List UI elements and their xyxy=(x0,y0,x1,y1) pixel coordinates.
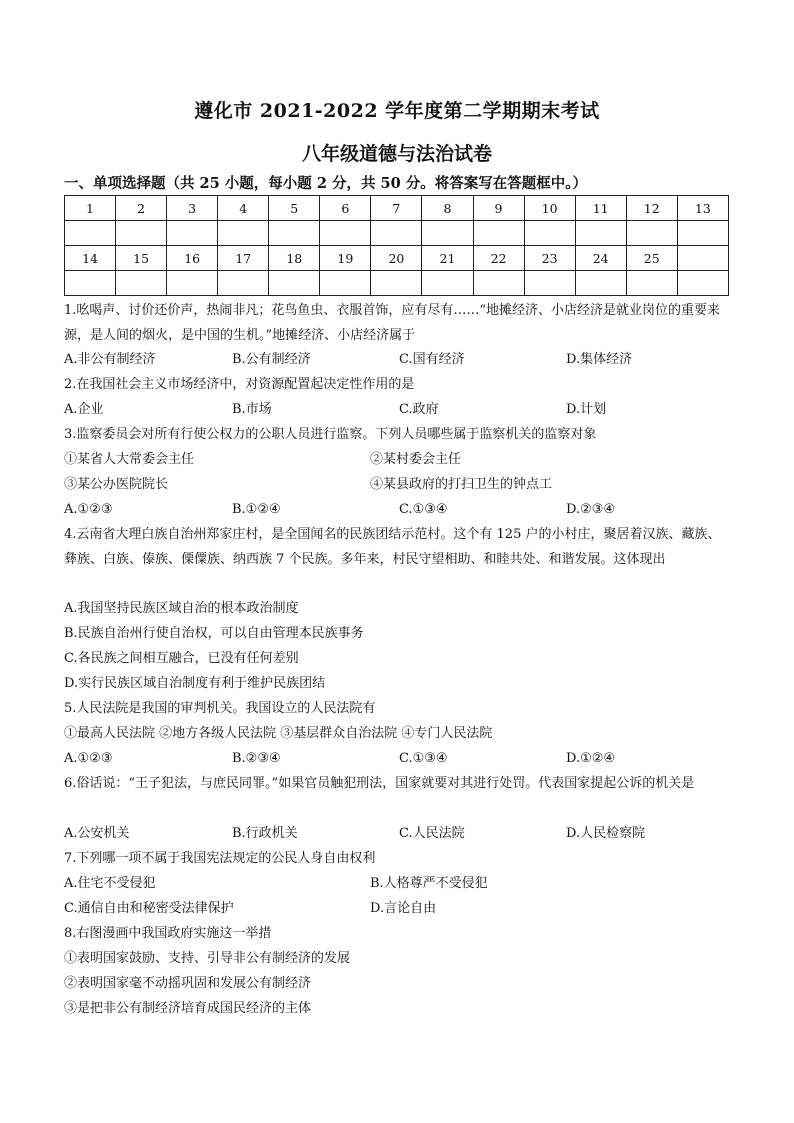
question-2-option-b[interactable]: B.市场 xyxy=(232,402,272,417)
answer-cell[interactable] xyxy=(116,271,167,296)
question-6-option-a[interactable]: A.公安机关 xyxy=(64,826,130,841)
question-7-option-b[interactable]: B.人格尊严不受侵犯 xyxy=(370,876,488,891)
question-1-stem: 1.吆喝声、讨价还价声，热闹非凡；花鸟鱼虫、衣服首饰，应有尽有……“地摊经济、小店经济是就业岗位的重要来源，是人间的烟火，是中国的生机。”地摊经济、小店经济属于 xyxy=(64,303,721,343)
question-5-stem: 5.人民法院是我国的审判机关。我国设立的人民法院有 xyxy=(64,701,376,716)
question-2-option-a[interactable]: A.企业 xyxy=(64,402,104,417)
question-8-item: ③是把非公有制经济培育成国民经济的主体 xyxy=(64,1001,312,1016)
answer-cell[interactable] xyxy=(167,271,218,296)
table-cell: 11 xyxy=(575,196,626,221)
question-5-option-d[interactable]: D.①②④ xyxy=(566,751,616,766)
answer-cell[interactable] xyxy=(677,221,728,246)
question-4-option-b[interactable]: B.民族自治州行使自治权，可以自由管理本民族事务 xyxy=(64,626,364,641)
table-cell: 24 xyxy=(575,246,626,271)
question-4-option-d[interactable]: D.实行民族区域自治制度有利于维护民族团结 xyxy=(64,676,326,691)
question-8-item: ②表明国家毫不动摇巩固和发展公有制经济 xyxy=(64,976,312,991)
question-3-item: ②某村委会主任 xyxy=(370,452,462,467)
question-4-option-c[interactable]: C.各民族之间相互融合，已没有任何差别 xyxy=(64,651,299,666)
question-3-stem: 3.监察委员会对所有行使公权力的公职人员进行监察。下列人员哪些属于监察机关的监察对象 xyxy=(64,427,597,442)
table-cell: 7 xyxy=(371,196,422,221)
answer-cell[interactable] xyxy=(626,221,677,246)
question-1-option-a[interactable]: A.非公有制经济 xyxy=(64,352,156,367)
answer-cell[interactable] xyxy=(575,271,626,296)
table-cell: 13 xyxy=(677,196,728,221)
question-2-option-c[interactable]: C.政府 xyxy=(399,402,439,417)
question-3-option-b[interactable]: B.①②④ xyxy=(232,502,281,517)
question-1-option-d[interactable]: D.集体经济 xyxy=(566,352,633,367)
answer-cell[interactable] xyxy=(269,221,320,246)
table-cell: 14 xyxy=(65,246,116,271)
answer-cell[interactable] xyxy=(371,221,422,246)
answer-cell[interactable] xyxy=(320,271,371,296)
question-6-option-b[interactable]: B.行政机关 xyxy=(232,826,298,841)
answer-cell[interactable] xyxy=(218,221,269,246)
answer-cell[interactable] xyxy=(320,221,371,246)
question-6-stem: 6.俗话说：“王子犯法，与庶民同罪。”如果官员触犯刑法，国家就要对其进行处罚。代表国家提起公诉的机关是 xyxy=(64,776,695,791)
table-cell: 8 xyxy=(422,196,473,221)
table-cell: 20 xyxy=(371,246,422,271)
answer-cell[interactable] xyxy=(473,221,524,246)
exam-subtitle: 八年级道德与法治试卷 xyxy=(301,143,492,165)
answer-table-number-row xyxy=(65,196,729,221)
table-cell: 4 xyxy=(218,196,269,221)
table-cell: 15 xyxy=(116,246,167,271)
question-6-option-c[interactable]: C.人民法院 xyxy=(399,826,465,841)
question-3-item: ①某省人大常委会主任 xyxy=(64,452,195,467)
table-cell: 6 xyxy=(320,196,371,221)
answer-cell[interactable] xyxy=(575,221,626,246)
answer-cell[interactable] xyxy=(524,221,575,246)
table-cell: 12 xyxy=(626,196,677,221)
answer-table xyxy=(64,195,729,296)
answer-cell[interactable] xyxy=(422,271,473,296)
question-2-stem: 2.在我国社会主义市场经济中，对资源配置起决定性作用的是 xyxy=(64,377,415,392)
question-3-item: ③某公办医院院长 xyxy=(64,477,169,492)
question-2-option-d[interactable]: D.计划 xyxy=(566,402,607,417)
question-3-item: ④某县政府的打扫卫生的钟点工 xyxy=(370,477,553,492)
table-cell xyxy=(677,246,728,271)
question-1-option-b[interactable]: B.公有制经济 xyxy=(232,352,311,367)
answer-cell[interactable] xyxy=(116,221,167,246)
table-cell: 18 xyxy=(269,246,320,271)
question-4-stem: 4.云南省大理白族自治州郑家庄村，是全国闻名的民族团结示范村。这个有 125 户的小村庄，聚居着汉族、藏族、彝族、白族、傣族、傈僳族、纳西族 7 个民族。多年来，村民守望相助、和睦共处、和谐发展。这体现出 xyxy=(64,527,721,567)
section-heading: 一、单项选择题（共 25 小题，每小题 2 分，共 50 分。将答案写在答题框中。） xyxy=(64,175,587,192)
question-5-items: ①最高人民法院 ②地方各级人民法院 ③基层群众自治法院 ④专门人民法院 xyxy=(64,726,493,741)
answer-cell[interactable] xyxy=(677,271,728,296)
question-3-option-c[interactable]: C.①③④ xyxy=(399,502,448,517)
table-cell: 21 xyxy=(422,246,473,271)
table-cell: 10 xyxy=(524,196,575,221)
table-cell: 5 xyxy=(269,196,320,221)
table-cell: 25 xyxy=(626,246,677,271)
question-7-option-c[interactable]: C.通信自由和秘密受法律保护 xyxy=(64,901,234,916)
table-cell: 1 xyxy=(65,196,116,221)
table-cell: 16 xyxy=(167,246,218,271)
question-8-item: ①表明国家鼓励、支持、引导非公有制经济的发展 xyxy=(64,951,351,966)
question-7-option-d[interactable]: D.言论自由 xyxy=(370,901,437,916)
answer-cell[interactable] xyxy=(65,271,116,296)
table-cell: 9 xyxy=(473,196,524,221)
answer-cell[interactable] xyxy=(218,271,269,296)
table-cell: 19 xyxy=(320,246,371,271)
question-5-option-b[interactable]: B.②③④ xyxy=(232,751,281,766)
answer-cell[interactable] xyxy=(371,271,422,296)
answer-cell[interactable] xyxy=(269,271,320,296)
answer-cell[interactable] xyxy=(422,221,473,246)
table-cell: 17 xyxy=(218,246,269,271)
answer-cell[interactable] xyxy=(65,221,116,246)
question-3-option-d[interactable]: D.②③④ xyxy=(566,502,616,517)
answer-cell[interactable] xyxy=(473,271,524,296)
answer-cell[interactable] xyxy=(524,271,575,296)
table-cell: 23 xyxy=(524,246,575,271)
question-5-option-c[interactable]: C.①③④ xyxy=(399,751,448,766)
question-8-stem: 8.右图漫画中我国政府实施这一举措 xyxy=(64,926,272,941)
table-cell: 2 xyxy=(116,196,167,221)
answer-cell[interactable] xyxy=(626,271,677,296)
question-6-option-d[interactable]: D.人民检察院 xyxy=(566,826,646,841)
question-1-option-c[interactable]: C.国有经济 xyxy=(399,352,465,367)
question-5-option-a[interactable]: A.①②③ xyxy=(64,751,113,766)
answer-table-blank-row xyxy=(65,271,729,296)
question-7-option-a[interactable]: A.住宅不受侵犯 xyxy=(64,876,156,891)
question-4-option-a[interactable]: A.我国坚持民族区域自治的根本政治制度 xyxy=(64,601,299,616)
question-3-option-a[interactable]: A.①②③ xyxy=(64,502,113,517)
table-cell: 22 xyxy=(473,246,524,271)
question-7-stem: 7.下列哪一项不属于我国宪法规定的公民人身自由权利 xyxy=(64,851,376,866)
answer-table-blank-row xyxy=(65,221,729,246)
answer-table-number-row xyxy=(65,246,729,271)
exam-title: 遵化市 2021-2022 学年度第二学期期末考试 xyxy=(194,100,600,122)
table-cell: 3 xyxy=(167,196,218,221)
answer-cell[interactable] xyxy=(167,221,218,246)
